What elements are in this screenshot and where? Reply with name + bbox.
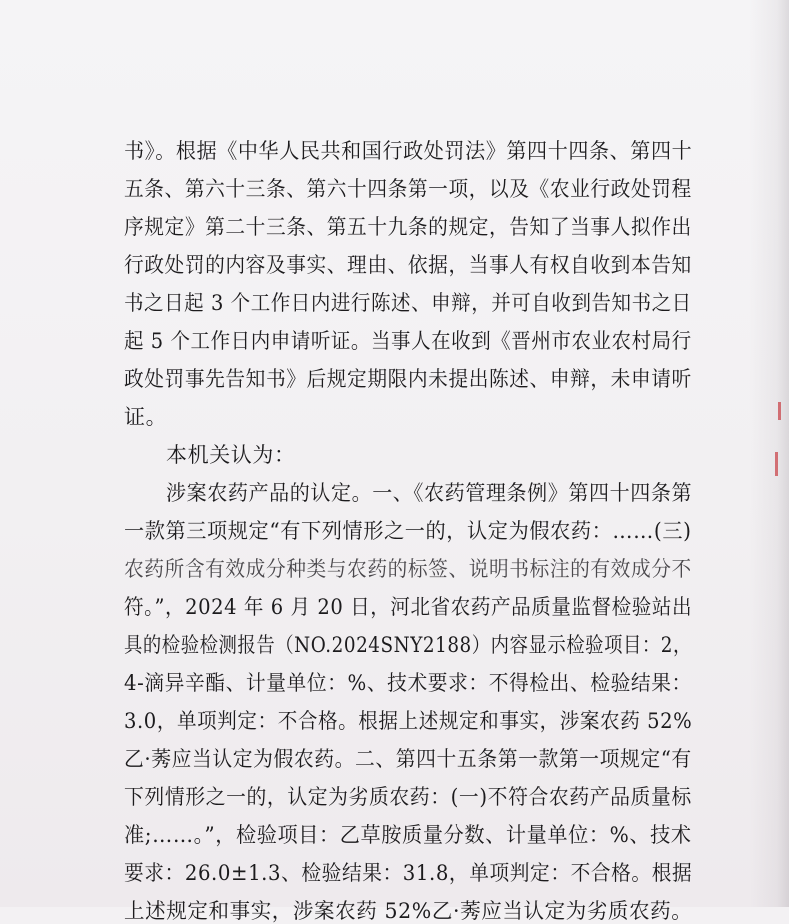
- text-line: 符。”，2024 年 6 月 20 日，河北省农药产品质量监督检验站出: [124, 595, 693, 619]
- text-line: 五条、第六十三条、第六十四条第一项，以及《农业行政处罚程: [124, 177, 692, 201]
- text-line: 农药所含有效成分种类与农药的标签、说明书标注的有效成分不: [124, 557, 692, 581]
- page-edge-shadow: [749, 0, 789, 907]
- text-line: 涉案农药产品的认定。一、《农药管理条例》第四十四条第: [166, 481, 693, 505]
- text-line: 准;……。”，检验项目：乙草胺质量分数、计量单位：%、技术: [124, 823, 692, 847]
- text-line: 书之日起 3 个工作日内进行陈述、申辩，并可自收到告知书之日: [124, 291, 692, 315]
- text-line: 具的检验检测报告（NO.2024SNY2188）内容显示检验项目：2，: [124, 633, 692, 657]
- text-line: 4-滴异辛酯、计量单位：%、技术要求：不得检出、检验结果：: [124, 671, 692, 695]
- text-line: 政处罚事先告知书》后规定期限内未提出陈述、申辩，未申请听: [124, 367, 692, 391]
- text-line: 起 5 个工作日内申请听证。当事人在收到《晋州市农业农村局行: [124, 329, 692, 353]
- text-line: 证。: [124, 405, 168, 429]
- text-line: 乙·莠应当认定为假农药。二、第四十五条第一款第一项规定“有: [124, 747, 692, 771]
- text-line: 3.0，单项判定：不合格。根据上述规定和事实，涉案农药 52%: [124, 709, 693, 733]
- text-line: 上述规定和事实，涉案农药 52%乙·莠应当认定为劣质农药。: [124, 899, 693, 923]
- text-line: 行政处罚的内容及事实、理由、依据，当事人有权自收到本告知: [124, 253, 692, 277]
- text-line: 下列情形之一的，认定为劣质农药：(一)不符合农药产品质量标: [124, 785, 692, 809]
- text-line: 要求：26.0±1.3、检验结果：31.8，单项判定：不合格。根据: [124, 861, 693, 885]
- seal-edge-mark: [775, 452, 778, 476]
- section-heading: 本机关认为：: [166, 443, 296, 467]
- text-line: 序规定》第二十三条、第五十九条的规定，告知了当事人拟作出: [124, 215, 692, 239]
- text-line: 书》。根据《中华人民共和国行政处罚法》第四十四条、第四十: [124, 139, 693, 163]
- seal-edge-mark: [778, 402, 781, 420]
- text-line: 一款第三项规定“有下列情形之一的，认定为假农药：……(三): [124, 519, 692, 543]
